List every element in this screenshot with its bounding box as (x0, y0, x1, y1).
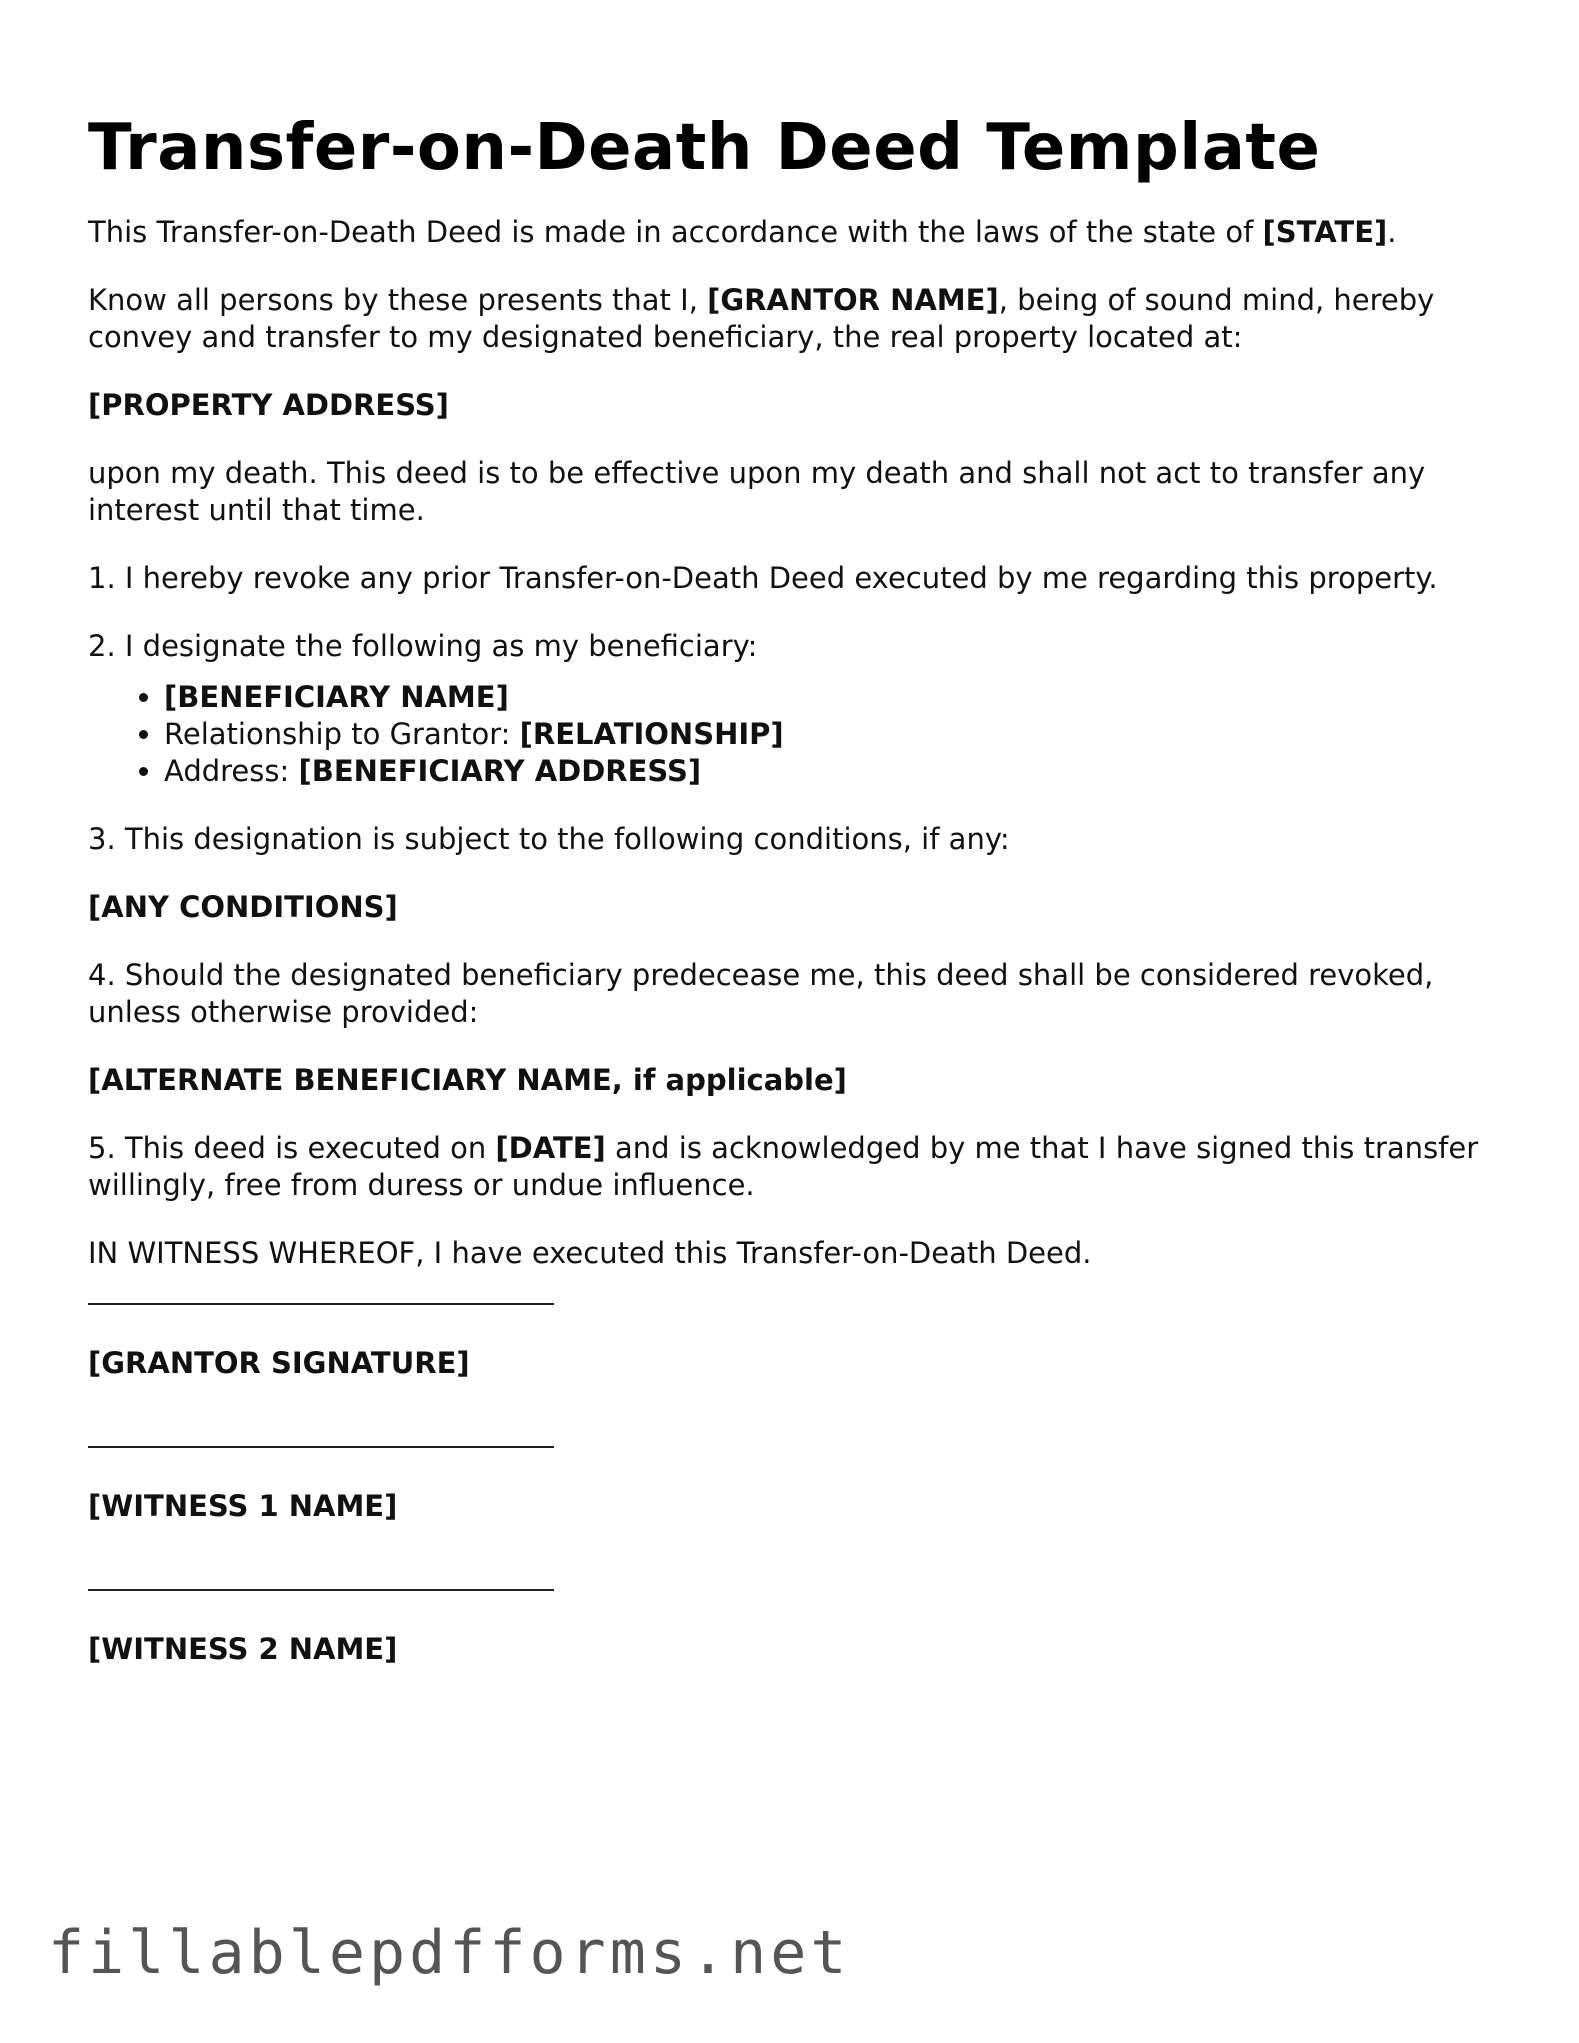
witness-whereof: IN WITNESS WHEREOF, I have executed this Transfer-on-Death Deed. (88, 1236, 1092, 1270)
date-placeholder: [DATE] (495, 1131, 606, 1165)
address-label: Address: (164, 754, 299, 788)
document-page (88, 108, 1508, 1668)
grantor-signature-label: [GRANTOR SIGNATURE] (88, 1346, 470, 1380)
relationship-placeholder: [RELATIONSHIP] (519, 717, 784, 751)
intro-paragraph (88, 214, 1508, 251)
document-title: Transfer-on-Death Deed Template (88, 111, 1321, 185)
alternate-beneficiary-placeholder: [ALTERNATE BENEFICIARY NAME, if applicable] (88, 1063, 847, 1097)
witness-2-signature-line[interactable] (88, 1589, 554, 1591)
intro-text: This Transfer-on-Death Deed is made in accordance with the laws of the state of (88, 215, 1263, 249)
watermark-text: fillablepdfforms.net (48, 1918, 851, 1988)
item-4: 4. Should the designated beneficiary predecease me, this deed shall be considered revoked, unless otherwise provided: (88, 958, 1434, 1029)
item-5-end: and is acknowledged by me that I have signed this transfer willingly, free from duress or undue influence. (88, 1131, 1479, 1202)
know-all-paragraph (88, 282, 1508, 356)
list-item (164, 679, 1508, 716)
grantor-signature-line[interactable] (88, 1303, 554, 1305)
intro-end: . (1387, 215, 1397, 249)
list-item (164, 753, 1508, 790)
conditions-placeholder: [ANY CONDITIONS] (88, 890, 398, 924)
state-placeholder: [STATE] (1262, 215, 1388, 249)
know-all-end: , being of sound mind, hereby convey and transfer to my designated beneficiary, the real property located at: (88, 283, 1435, 354)
property-address-placeholder: [PROPERTY ADDRESS] (88, 388, 449, 422)
beneficiary-name-placeholder: [BENEFICIARY NAME] (164, 680, 509, 714)
upon-death-paragraph: upon my death. This deed is to be effective upon my death and shall not act to transfer any interest until that time. (88, 456, 1426, 527)
beneficiary-list (88, 679, 1508, 790)
list-item (164, 716, 1508, 753)
beneficiary-address-placeholder: [BENEFICIARY ADDRESS] (298, 754, 702, 788)
item-5-text: 5. This deed is executed on (88, 1131, 496, 1165)
relationship-label: Relationship to Grantor: (164, 717, 520, 751)
witness-1-signature-line[interactable] (88, 1446, 554, 1448)
grantor-name-placeholder: [GRANTOR NAME] (707, 283, 999, 317)
item-3: 3. This designation is subject to the following conditions, if any: (88, 822, 1010, 856)
item-2: 2. I designate the following as my beneficiary: (88, 629, 758, 663)
item-1: 1. I hereby revoke any prior Transfer-on-Death Deed executed by me regarding this property. (88, 561, 1438, 595)
witness-1-label: [WITNESS 1 NAME] (88, 1489, 398, 1523)
know-all-text: Know all persons by these presents that I, (88, 283, 708, 317)
item-5 (88, 1130, 1508, 1204)
witness-2-label: [WITNESS 2 NAME] (88, 1632, 398, 1666)
